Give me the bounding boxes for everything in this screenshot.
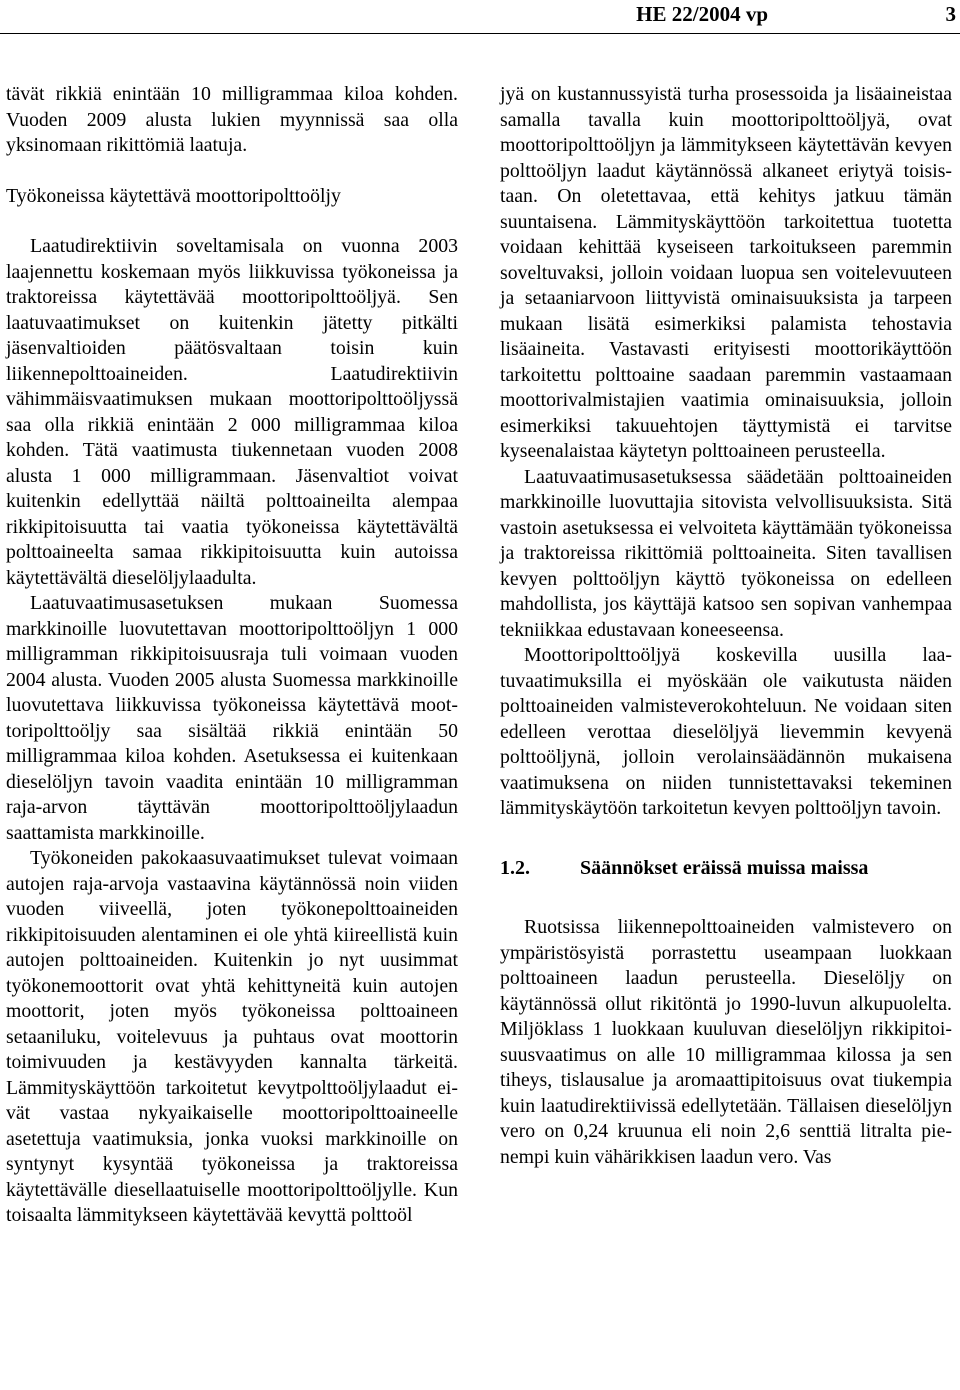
- paragraph: Moottoripolttoöljyä koskevilla uusilla laatuvaatimuksilla ei myöskään ole vaikutusta näiden polttoaineiden valmisteverokohteluun. Ne voidaan siten edelleen verottaa dieselöljyä lievemmin kevyenä polttoöljynä, jolloin verolainsäädännön mukaisena vaatimuksena on niiden tunnistettavaksi tekeminen lämmityskäytöön tarkoitetun kevyen polttoöljyn tavoin.: [500, 644, 952, 819]
- paragraph: Työkoneiden pakokaasuvaatimukset tulevat voimaan autojen raja-arvoja vastaavina käytännössä noin viiden vuoden viiveellä, joten työkonepolttoaineiden rikkipitoisuuden alentaminen ei ole yhtä kiireellistä kuin autojen polttoaineiden. Kuitenkin jo nyt uusimmat työkonemoottorit ovat yhtä kehittyneitä kuin autojen moottorit, joten myös työkoneissa polttoaineen setaaniluku, voitelevuus ja puhtaus ovat moottorin toimivuuden ja kestävyyden kannalta tärkeitä. Lämmityskäyttöön tarkoitetut kevytpolttoöljylaadut eivät vastaa nykyaikaiselle moottoripolttoaineelle asetettuja vaatimuksia, jonka vuoksi markkinoille on syntynyt kysyntää työkoneissa ja traktoreissa käytettävälle diesellaatuiselle moottoripolttoöljylle. Kun toisaalta lämmitykseen käytettävää kevyttä polttoöl: [6, 847, 458, 1226]
- document-id: HE 22/2004 vp: [636, 2, 768, 26]
- right-column: [500, 82, 952, 1170]
- paragraph: Laatuvaatimusasetuksen mukaan Suomessa markkinoille luovutettavan moottoripolttoöljyn 1 000 milligramman rikkipitoisuusraja tuli voimaan vuoden 2004 alusta. Vuoden 2005 alusta Suomessa markkinoille luovutettava liikkuvissa työkoneissa käytettävä moottoripolttoöljy saa sisältää rikkiä enintään 50 milligrammaa kiloa kohden. Asetuksessa ei kuitenkaan dieselöljyn tavoin vaadita enintään 10 milligramman raja-arvon täyttävän moottoripolttoöljylaadun saattamista markkinoille.: [6, 592, 458, 844]
- paragraph: Ruotsissa liikennepolttoaineiden valmistevero on ympäristösyistä porrastettu useampaan luokkaan polttoaineen laadun perusteella. Dieselöljy on käytännössä ollut rikitöntä jo 1990-luvun alkupuolelta. Miljöklass 1 luokkaan kuuluvan dieselöljyn rikkipitoisuusvaatimus on alle 10 milligrammaa kilossa ja sen tiheys, tislausalue ja aromaattipitoisuus ovat tiukempia kuin laatudirektiivissä edellytetään. Tällaisen dieselöljyn vero on 0,24 kruunua eli noin 2,6 senttiä litralta pienempi kuin vähärikkisen laadun vero. Vas: [500, 916, 952, 1168]
- page-header: [0, 0, 960, 36]
- paragraph: Laatuvaatimusasetuksessa säädetään polttoaineiden markkinoille luovuttajia sitovista velvollisuuksista. Sitä vastoin asetuksessa ei velvoiteta käyttämään työkoneissa ja traktoreissa rikittömiä polttoaineita. Siten tavallisen kevyen polttoöljyn käyttö työkoneissa on edelleen mahdollista, jos käyttäjä katsoo sen sopivan vanhempaa tekniikkaa edustavaan koneeseensa.: [500, 465, 952, 641]
- paragraph: tävät rikkiä enintään 10 milligrammaa kiloa kohden. Vuoden 2009 alusta lukien myynnissä saa olla yksinomaan rikittömiä laatuja.: [6, 83, 458, 156]
- section-heading: [500, 856, 952, 882]
- section-number: 1.2.: [500, 856, 530, 879]
- paragraph: Laatudirektiivin soveltamisala on vuonna 2003 laajennettu koskemaan myös liikkuvissa työkoneissa ja traktoreissa käytettävää moottoripolttoöljyä. Sen laatuvaatimukset on kuitenkin jätetty pitkälti jäsenvaltioiden päätösvaltaan toisin kuin liikennepolttoaineiden. Laatudirektiivin vähimmäisvaatimuksen mukaan moottoripolttoöljyssä saa olla rikkiä enintään 2 000 milligrammaa kiloa kohden. Tätä vaatimusta tiukennetaan vuoden 2008 alusta 1 000 milligrammaan. Jäsenvaltiot voivat kuitenkin edellyttää näiltä polttoaineilta alempaa rikkipitoisuutta tai vaatia työkoneissa käytettävältä polttoaineelta samaa rikkipitoisuutta kuin autoissa käytettävältä dieselöljylaadulta.: [6, 235, 458, 589]
- left-column: [6, 82, 458, 1229]
- paragraph: jyä on kustannussyistä turha prosessoida ja lisäaineistaa samalla tavalla kuin moottoripolttoöljyä, ovat moottoripolttoöljyn ja lämmitykseen käytettävän kevyen polttoöljyn laadut käytännössä alkaneet eriytyä toisistaan. On oletettavaa, että kehitys jatkuu tämän suuntaisena. Lämmityskäyttöön tarkoitettua tuotetta voidaan kehittää kyseiseen tarkoitukseen paremmin soveltuvaksi, jolloin voidaan luopua sen voitelevuuteen ja setaaniarvoon liittyvistä ominaisuuksista ja tarpeen mukaan lisätä esimerkiksi palamista tehostavia lisäaineita. Vastavasti erityisesti moottorikäyttöön tarkoitettu polttoaine saadaan paremmin vastaamaan moottorivalmistajien vaatimia ominaisuuksia, jolloin esimerkiksi takuuehtojen täyttymistä ei tarvitse kyseenalaistaa käytetyn polttoaineen perusteella.: [500, 83, 952, 462]
- page-number: 3: [945, 2, 956, 26]
- section-title: Säännökset eräissä muissa maissa: [580, 856, 869, 879]
- header-rule: [0, 33, 960, 34]
- subheading: Työkoneissa käytettävä moottoripolttoöljy: [6, 184, 341, 207]
